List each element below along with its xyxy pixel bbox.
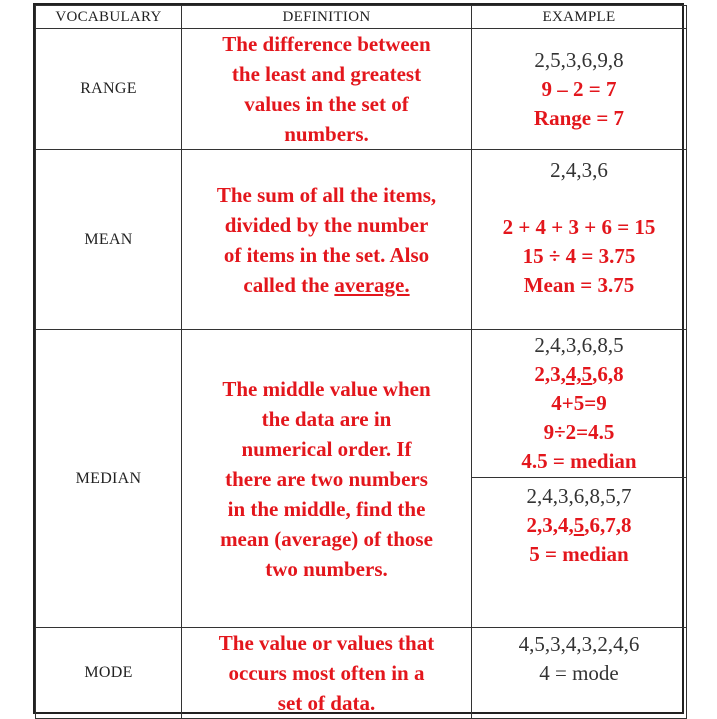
- example-result: 4 = mode: [539, 661, 619, 685]
- example-range: [472, 29, 687, 150]
- term-mean: MEAN: [36, 150, 182, 330]
- term-median: MEDIAN: [36, 330, 182, 628]
- example-result: Mean = 3.75: [523, 273, 635, 297]
- example-median-even: [472, 330, 687, 478]
- example-result: Range = 7: [533, 105, 625, 130]
- header-row: [36, 6, 687, 29]
- example-result: 5 = median: [529, 542, 629, 566]
- definition-line: The difference between: [222, 32, 431, 56]
- example-sorted: [472, 511, 686, 540]
- definition-line: occurs most often in a: [228, 661, 425, 685]
- example-result: 4.5 = median: [521, 449, 637, 473]
- definition-line: there are two numbers: [225, 466, 428, 491]
- example-mean: [472, 150, 687, 330]
- vocabulary-table: [35, 5, 687, 719]
- definition-line: divided by the number: [224, 212, 429, 237]
- definition-line: the data are in: [261, 406, 392, 431]
- sorted-part: ,6,7,8: [584, 513, 632, 537]
- row-mean: [36, 150, 687, 330]
- example-set: 2,4,3,6,8,5,7: [526, 484, 632, 508]
- definition-mode: [182, 628, 472, 719]
- example-set: 2,4,3,6,8,5: [534, 333, 624, 357]
- sorted-middle-underlined: 5: [573, 513, 585, 537]
- definition-line: [188, 270, 465, 300]
- definition-underlined-term: average.: [334, 272, 410, 297]
- definition-line: the least and greatest: [231, 62, 422, 86]
- example-set: 4,5,3,4,3,2,4,6: [518, 632, 640, 656]
- definition-line: The middle value when: [222, 376, 431, 401]
- example-set: 2,5,3,6,9,8: [534, 47, 624, 72]
- sorted-part: ,6,8: [592, 362, 624, 386]
- example-set: 2,4,3,6: [550, 158, 608, 182]
- definition-line: values in the set of: [244, 92, 409, 116]
- definition-line: in the middle, find the: [227, 496, 426, 521]
- example-addition: 4+5=9: [551, 391, 607, 415]
- example-mode: [472, 628, 687, 719]
- row-range: [36, 29, 687, 150]
- definition-line: mean (average) of those: [220, 526, 433, 551]
- definition-median: [182, 330, 472, 628]
- definition-line: of items in the set. Also: [223, 242, 430, 267]
- example-sorted: [472, 360, 686, 389]
- sorted-part: 2,3,: [534, 362, 566, 386]
- header-example: EXAMPLE: [472, 6, 687, 29]
- header-definition: DEFINITION: [182, 6, 472, 29]
- sorted-middle-underlined: 4,5: [565, 362, 593, 386]
- definition-text: called the: [243, 272, 335, 297]
- row-mode: [36, 628, 687, 719]
- definition-line: two numbers.: [265, 556, 388, 581]
- definition-range: [182, 29, 472, 150]
- definition-line: set of data.: [277, 691, 376, 715]
- vocabulary-table-sheet: [33, 3, 684, 714]
- definition-line: numerical order. If: [241, 436, 412, 461]
- row-median: [36, 330, 687, 478]
- header-vocabulary: VOCABULARY: [36, 6, 182, 29]
- definition-mean: [182, 150, 472, 330]
- term-range: RANGE: [36, 29, 182, 150]
- definition-line: numbers.: [284, 122, 369, 146]
- example-division: 9÷2=4.5: [543, 420, 615, 444]
- example-sum: 2 + 4 + 3 + 6 = 15: [502, 215, 656, 239]
- example-division: 15 ÷ 4 = 3.75: [522, 244, 636, 268]
- term-mode: MODE: [36, 628, 182, 719]
- example-median-odd: [472, 478, 687, 628]
- definition-line: The value or values that: [218, 631, 435, 655]
- definition-line: The sum of all the items,: [216, 182, 437, 207]
- sorted-part: 2,3,4,: [526, 513, 574, 537]
- example-calculation: 9 – 2 = 7: [541, 76, 617, 101]
